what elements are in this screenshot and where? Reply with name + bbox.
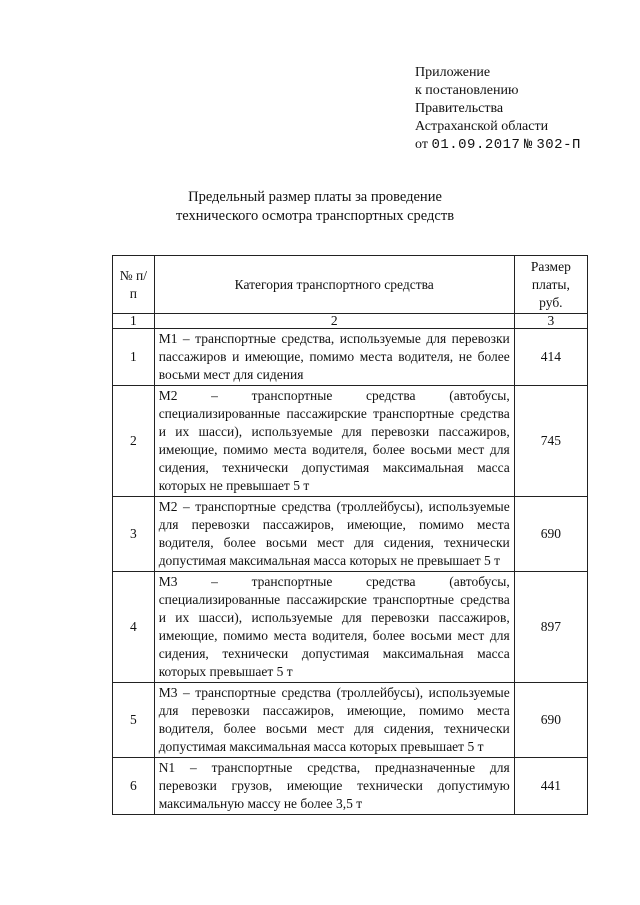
row-fee: 897: [514, 572, 587, 683]
table-row: [113, 386, 588, 497]
appendix-line-1: Приложение: [415, 65, 491, 80]
row-fee: 690: [514, 497, 587, 572]
header-category: Категория транспортного средства: [154, 256, 514, 314]
row-category: N1 – транспортные средства, предназначенные для перевозки грузов, имеющие технически допустимую максимальную массу не более 3,5 т: [154, 758, 514, 815]
row-category: M3 – транспортные средства (троллейбусы), используемые для перевозки пассажиров, имеющие, помимо места водителя, более восьми мест для сидения, технически допустимая максимальная масса которых превышает 5 т: [154, 683, 514, 758]
row-fee: 690: [514, 683, 587, 758]
title-line-2: технического осмотра транспортных средств: [175, 208, 455, 224]
column-number-row: [113, 314, 588, 329]
row-category: M2 – транспортные средства (троллейбусы), используемые для перевозки пассажиров, имеющие, помимо места водителя, более восьми мест для сидения, технически допустимая максимальная масса которых не превышает 5 т: [154, 497, 514, 572]
appendix-block: [415, 64, 581, 154]
appendix-line-2: к постановлению: [415, 83, 519, 98]
table-row: [113, 329, 588, 386]
row-category: M3 – транспортные средства (автобусы, специализированные пассажирские транспортные средства и их шасси), используемые для перевозки пассажиров, имеющие, помимо места водителя, более восьми мест для сидения, технически допустимая максимальная масса которых превышает 5 т: [154, 572, 514, 683]
row-num: 5: [113, 683, 155, 758]
table-header-row: [113, 256, 588, 314]
row-num: 2: [113, 386, 155, 497]
row-category: M1 – транспортные средства, используемые для перевозки пассажиров и имеющие, помимо места водителя, не более восьми мест для сидения: [154, 329, 514, 386]
row-num: 4: [113, 572, 155, 683]
header-fee: Размер платы, руб.: [514, 256, 587, 314]
appendix-line-4: Астраханской области: [415, 119, 549, 134]
appendix-number: 302-П: [536, 137, 581, 153]
appendix-date: 01.09.2017: [431, 137, 521, 153]
row-fee: 745: [514, 386, 587, 497]
appendix-date-prefix: от: [415, 137, 428, 152]
row-fee: 414: [514, 329, 587, 386]
row-category: M2 – транспортные средства (автобусы, специализированные пассажирские транспортные средства и их шасси), используемые для перевозки пассажиров, имеющие, помимо места водителя, более восьми мест для сидения, технически допустимая максимальная масса которых не превышает 5 т: [154, 386, 514, 497]
appendix-date-line: [415, 136, 581, 154]
fee-table: [112, 255, 588, 815]
appendix-line-3: Правительства: [415, 101, 504, 116]
document-title: [100, 188, 530, 226]
table-row: [113, 572, 588, 683]
column-number-2: 2: [154, 314, 514, 329]
table-row: [113, 497, 588, 572]
row-fee: 441: [514, 758, 587, 815]
appendix-number-sign: №: [523, 137, 533, 153]
row-num: 6: [113, 758, 155, 815]
header-num: № п/п: [113, 256, 155, 314]
table-row: [113, 683, 588, 758]
table-row: [113, 758, 588, 815]
column-number-1: 1: [113, 314, 155, 329]
row-num: 3: [113, 497, 155, 572]
row-num: 1: [113, 329, 155, 386]
column-number-3: 3: [514, 314, 587, 329]
title-line-1: Предельный размер платы за проведение: [188, 189, 442, 205]
